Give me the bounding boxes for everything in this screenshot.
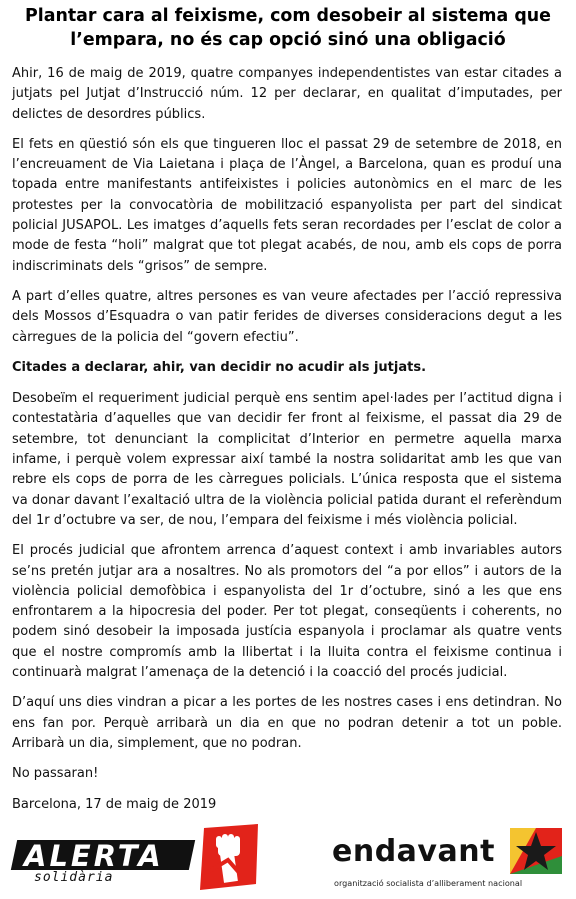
paragraph-2: El fets en qüestió són els que tingueren lloc el passat 29 de setembre de 2018, en l’encreuament de Via Laietana i plaça de l’Àngel, a Barcelona, quan es produí una topada entre manifestants antifeixistes i policies autonòmics en el marc de les protestes per la convocatòria de mobilització espanyolista per part del sindicat policial JUSAPOL. Les imatges d’aquells fets seran recordades per l’esclat de color a mode de festa “holi” malgrat que tot plegat acabés, de nou, amb els cops de porra indiscriminats dels “grisos” de sempre. — [12, 136, 562, 274]
endavant-logo — [330, 826, 566, 892]
paragraph-6: D’aquí uns dies vindran a picar a les portes de les nostres cases i ens detindran. No ens fan por. Perquè arribarà un dia en que no podran detenir a tot un poble. Arribarà un dia, simplement, que no podran. — [12, 695, 562, 751]
document-title: Plantar cara al feixisme, com desobeir al sistema que l’empara, no és cap opció sinó una obligació — [25, 6, 551, 50]
paragraph-5: El procés judicial que afrontem arrenca d’aquest context i amb invariables autors se’ns pretén jutjar ara a nosaltres. No als promotors del “a por ellos” i autors de la violència policial demofòbica i espanyolista del 1r d’octubre, sinó a les que ens enfrontarem a la hipocresia del poder. Per tot plegat, conseqüents i coherents, no podem sinó desobeir la imposada justícia espanyola i proclamar als quatre vents que el nostre compromís amb la llibertat i la lluita contra el feixisme continua i continuarà malgrat l’amenaça de la detenció i la coacció del procés judicial. — [12, 543, 562, 681]
endavant-logo-text: endavant — [332, 834, 495, 869]
paragraph-1: Ahir, 16 de maig de 2019, quatre companyes independentistes van estar citades a jutjats pel Jutjat d’Instrucció núm. 12 per declarar, en qualitat d’imputades, per delictes de desordres públics. — [12, 66, 562, 122]
paragraph-4: Desobeïm el requeriment judicial perquè ens sentim apel·lades per l’actitud digna i contestatària d’aquelles que van decidir fer front al feixisme, el passat dia 29 de setembre, tot denunciant la complicitat d’Interior en permetre aquella marxa infame, i perquè volem expressar així també la nostra solidaritat amb les que van rebre els cops de porra de les càrregues policials. L’única resposta que el sistema va donar davant l’exaltació ultra de la violència policial patida durant el referèndum del 1r d’octubre va ser, de nou, l’empara del feixisme i més violència policial. — [12, 391, 562, 528]
paragraph-3: A part d’elles quatre, altres persones es van veure afectades per l’acció repressiva dels Mossos d’Esquadra o van patir ferides de diverses consideracions degut a les càrregues de la policia del “govern efectiu”. — [12, 288, 562, 345]
raised-fist-icon — [198, 824, 262, 890]
endavant-tagline: organització socialista d’alliberament nacional — [334, 878, 523, 888]
closing-slogan: No passaran! — [12, 766, 99, 782]
document-body — [12, 64, 562, 825]
solidaria-logo-text: solidària — [34, 870, 114, 885]
red-star-icon — [510, 828, 562, 874]
section-heading: Citades a declarar, ahir, van decidir no acudir als jutjats. — [12, 359, 427, 375]
date-line: Barcelona, 17 de maig de 2019 — [12, 796, 217, 812]
alerta-logo-text: ALERTA — [24, 839, 164, 873]
alerta-solidaria-logo — [14, 824, 274, 890]
